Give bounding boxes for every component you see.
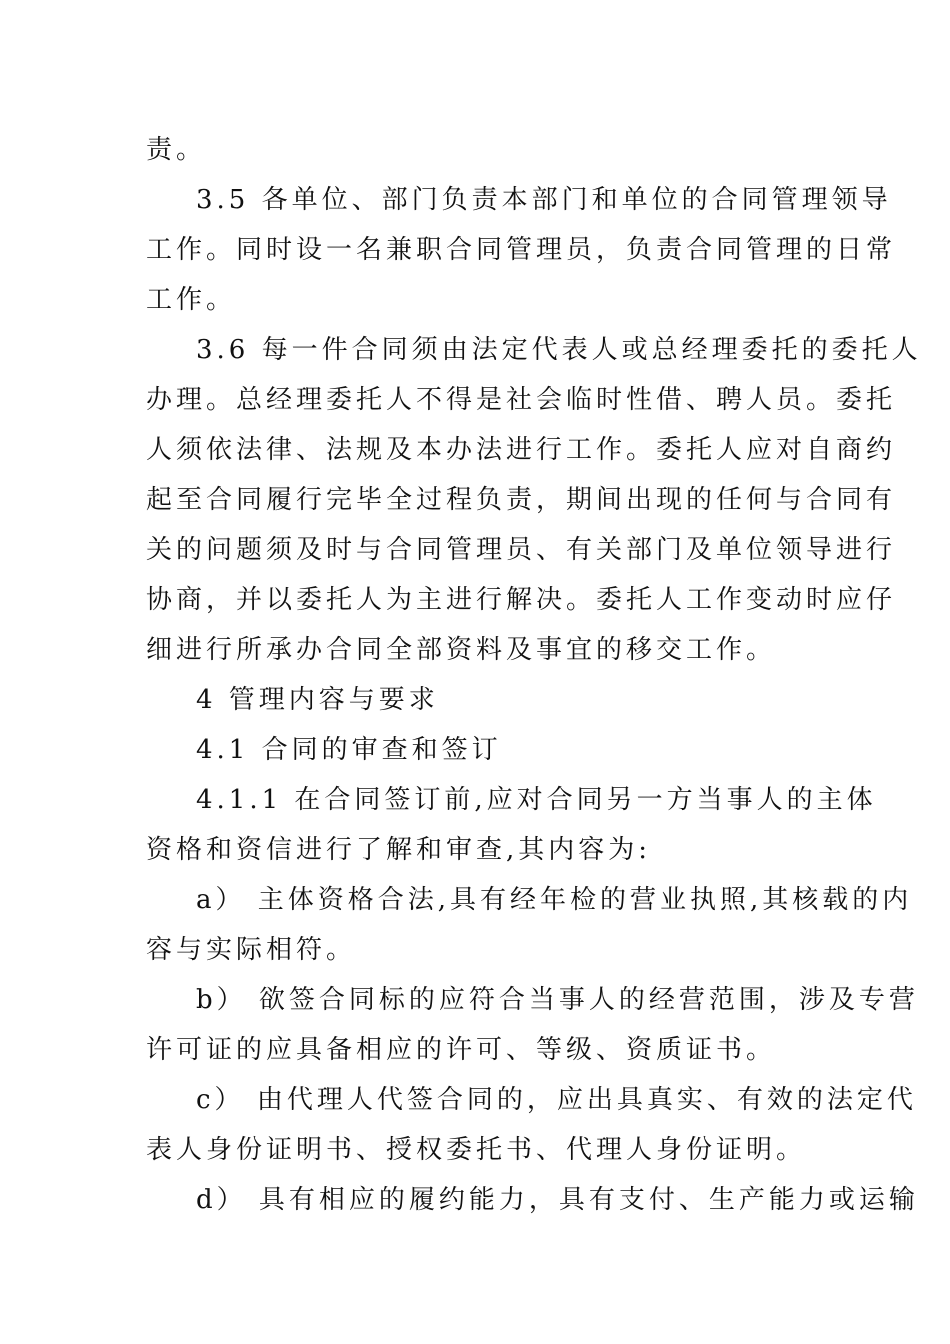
text-line: 3.5 各单位、部门负责本部门和单位的合同管理领导 — [196, 185, 892, 215]
text-line: 容与实际相符。 — [146, 935, 357, 965]
text-line: 办理。总经理委托人不得是社会临时性借、聘人员。委托 — [146, 385, 897, 415]
text-line: 许可证的应具备相应的许可、等级、资质证书。 — [146, 1035, 777, 1065]
text-line: 4.1.1 在合同签订前,应对合同另一方当事人的主体 — [196, 785, 877, 815]
text-line: 责。 — [146, 135, 207, 165]
section-heading: 4 管理内容与要求 — [196, 685, 439, 715]
text-line: 3.6 每一件合同须由法定代表人或总经理委托的委托人 — [196, 335, 922, 365]
text-line: 人须依法律、法规及本办法进行工作。委托人应对自商约 — [146, 435, 897, 465]
text-line: 细进行所承办合同全部资料及事宜的移交工作。 — [146, 635, 777, 665]
text-line: 协商，并以委托人为主进行解决。委托人工作变动时应仔 — [146, 585, 897, 615]
text-line: 关的问题须及时与合同管理员、有关部门及单位领导进行 — [146, 535, 897, 565]
text-line: 资格和资信进行了解和审查,其内容为: — [146, 835, 652, 865]
text-line: 表人身份证明书、授权委托书、代理人身份证明。 — [146, 1135, 807, 1165]
text-line: 工作。同时设一名兼职合同管理员，负责合同管理的日常 — [146, 235, 897, 265]
list-item-c: c） 由代理人代签合同的，应出具真实、有效的法定代 — [196, 1085, 917, 1115]
list-item-b: b） 欲签合同标的应符合当事人的经营范围，涉及专营 — [196, 985, 919, 1015]
list-item-d: d） 具有相应的履约能力，具有支付、生产能力或运输 — [196, 1185, 919, 1215]
text-line: 起至合同履行完毕全过程负责，期间出现的任何与合同有 — [146, 485, 897, 515]
text-line: 工作。 — [146, 285, 237, 315]
subsection-heading: 4.1 合同的审查和签订 — [196, 735, 502, 765]
list-item-a: a） 主体资格合法,具有经年检的营业执照,其核载的内 — [196, 885, 913, 915]
